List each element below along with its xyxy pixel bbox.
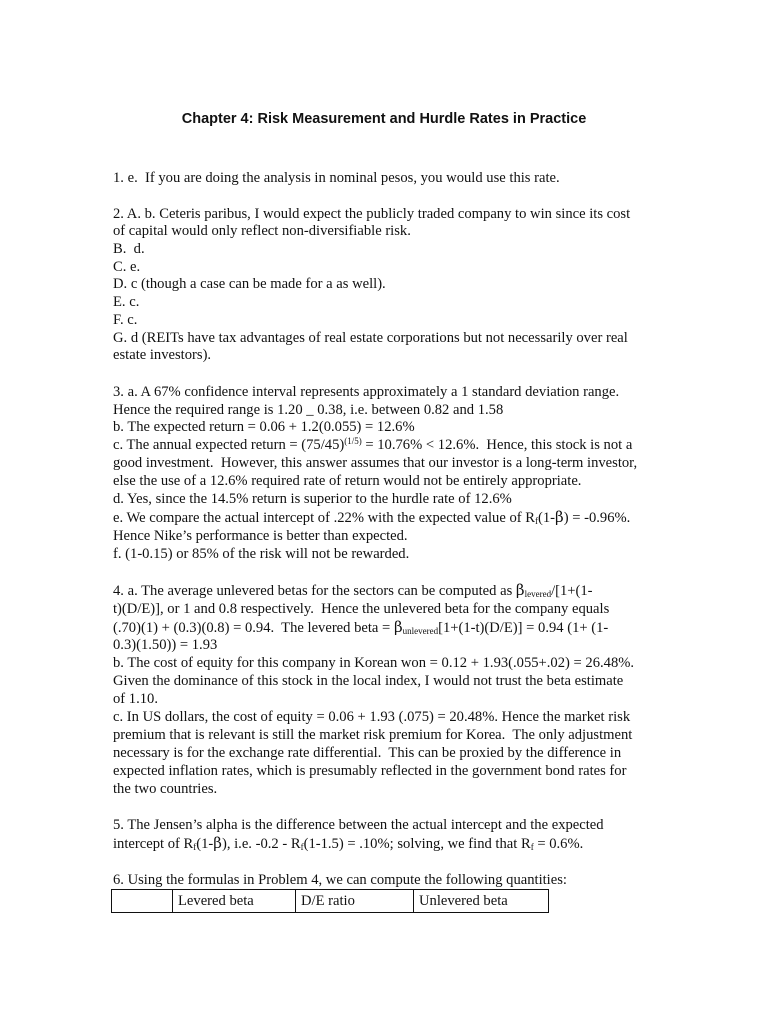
q6-intro: 6. Using the formulas in Problem 4, we can compute the following quantities: bbox=[113, 872, 567, 888]
q4-line-5: b. The cost of equity for this company in Korean won = 0.12 + 1.93(.055+.02) = 26.48%. bbox=[113, 655, 635, 671]
q3-line-8-text-c: ) = -0.96%. bbox=[563, 510, 631, 526]
q4-line-1-text-a: 4. a. The average unlevered betas for the sectors can be computed as bbox=[113, 583, 516, 599]
q3-line-4 bbox=[113, 436, 632, 454]
table-header-cell-empty bbox=[112, 890, 173, 913]
q3-line-2: Hence the required range is 1.20 _ 0.38, i.e. between 0.82 and 1.58 bbox=[113, 402, 504, 418]
beta-symbol: β bbox=[555, 508, 564, 526]
q4-line-4: 0.3)(1.50)) = 1.93 bbox=[113, 637, 218, 653]
q2-line-2: of capital would only reflect non-diversifiable risk. bbox=[113, 223, 411, 239]
q6-table bbox=[111, 889, 549, 913]
q4-line-1 bbox=[113, 581, 593, 600]
q5-rf-subscript: f bbox=[300, 842, 304, 852]
q4-line-6: Given the dominance of this stock in the local index, I would not trust the beta estimate bbox=[113, 673, 624, 689]
q5-rf-subscript: f bbox=[530, 842, 534, 852]
q2-line-4: C. e. bbox=[113, 259, 141, 275]
q4-line-12: the two countries. bbox=[113, 781, 218, 797]
q4-unlevered-subscript: unlevered bbox=[402, 626, 439, 636]
q5-line-2-text-b: (1- bbox=[196, 836, 214, 852]
q4-line-3-text-b: [1+(1-t)(D/E)] = 0.94 (1+ (1- bbox=[438, 620, 609, 636]
q3-line-10: f. (1-0.15) or 85% of the risk will not be rewarded. bbox=[113, 546, 410, 562]
q5-rf-subscript: f bbox=[193, 842, 197, 852]
q2-line-3: B. d. bbox=[113, 241, 145, 257]
q4-line-8: c. In US dollars, the cost of equity = 0.06 + 1.93 (.075) = 20.48%. Hence the market risk bbox=[113, 709, 631, 725]
q1-answer: 1. e. If you are doing the analysis in nominal pesos, you would use this rate. bbox=[113, 170, 560, 186]
q5-line-2 bbox=[113, 834, 583, 853]
q2-line-5: D. c (though a case can be made for a as well). bbox=[113, 276, 386, 292]
q4-line-10: necessary is for the exchange rate differential. This can be proxied by the difference in bbox=[113, 745, 622, 761]
q5-line-1: 5. The Jensen’s alpha is the difference between the actual intercept and the expected bbox=[113, 817, 604, 833]
q4-levered-subscript: levered bbox=[524, 589, 552, 599]
q2-line-1: 2. A. b. Ceteris paribus, I would expect the publicly traded company to win since its cost bbox=[113, 206, 631, 222]
q2-line-7: F. c. bbox=[113, 312, 138, 328]
q3-exponent: (1/5) bbox=[344, 436, 362, 446]
q5-line-2-text-c: ), i.e. -0.2 - R bbox=[221, 836, 301, 852]
q3-line-8 bbox=[113, 508, 630, 527]
beta-symbol: β bbox=[213, 834, 222, 852]
q3-line-4-text-b: = 10.76% < 12.6%. Hence, this stock is not a bbox=[361, 437, 633, 453]
q3-line-8-text-a: e. We compare the actual intercept of .22% with the expected value of R bbox=[113, 510, 536, 526]
page-title: Chapter 4: Risk Measurement and Hurdle Rates in Practice bbox=[181, 111, 587, 127]
q3-line-9: Hence Nike’s performance is better than expected. bbox=[113, 528, 408, 544]
q5-line-2-text-a: intercept of R bbox=[113, 836, 194, 852]
q4-line-11: expected inflation rates, which is presumably reflected in the government bond rates for bbox=[113, 763, 627, 779]
table-header-cell-de-ratio: D/E ratio bbox=[296, 890, 414, 913]
q4-line-3-text-a: (.70)(1) + (0.3)(0.8) = 0.94. The levered beta = bbox=[113, 620, 394, 636]
q3-rf-subscript: f bbox=[535, 516, 539, 526]
q2-line-9: estate investors). bbox=[113, 347, 212, 363]
q2-line-6: E. c. bbox=[113, 294, 140, 310]
q3-line-1: 3. a. A 67% confidence interval represents approximately a 1 standard deviation range. bbox=[113, 384, 620, 400]
q4-line-9: premium that is relevant is still the market risk premium for Korea. The only adjustment bbox=[113, 727, 633, 743]
q3-line-5: good investment. However, this answer assumes that our investor is a long-term investor, bbox=[113, 455, 638, 471]
q3-line-7: d. Yes, since the 14.5% return is superior to the hurdle rate of 12.6% bbox=[113, 491, 512, 507]
beta-symbol: β bbox=[393, 618, 403, 636]
q2-line-8: G. d (REITs have tax advantages of real estate corporations but not necessarily over real bbox=[113, 330, 628, 346]
q3-line-8-text-b: (1- bbox=[538, 510, 556, 526]
table-header-cell-levered-beta: Levered beta bbox=[173, 890, 296, 913]
q4-line-2: t)(D/E)], or 1 and 0.8 respectively. Hence the unlevered beta for the company equals bbox=[113, 601, 610, 617]
q4-line-1-text-b: /[1+(1- bbox=[551, 583, 593, 599]
q3-line-6: else the use of a 12.6% required rate of return would not be entirely appropriate. bbox=[113, 473, 582, 489]
q4-line-7: of 1.10. bbox=[113, 691, 158, 707]
q5-line-2-text-e: = 0.6%. bbox=[533, 836, 584, 852]
q4-line-3 bbox=[113, 618, 608, 637]
q3-line-4-text-a: c. The annual expected return = (75/45) bbox=[113, 437, 345, 453]
q3-line-3: b. The expected return = 0.06 + 1.2(0.055) = 12.6% bbox=[113, 419, 415, 435]
table-header-cell-unlevered-beta: Unlevered beta bbox=[414, 890, 549, 913]
q5-line-2-text-d: (1-1.5) = .10%; solving, we find that R bbox=[303, 836, 531, 852]
table-header-row bbox=[112, 890, 549, 913]
beta-symbol: β bbox=[515, 581, 525, 599]
